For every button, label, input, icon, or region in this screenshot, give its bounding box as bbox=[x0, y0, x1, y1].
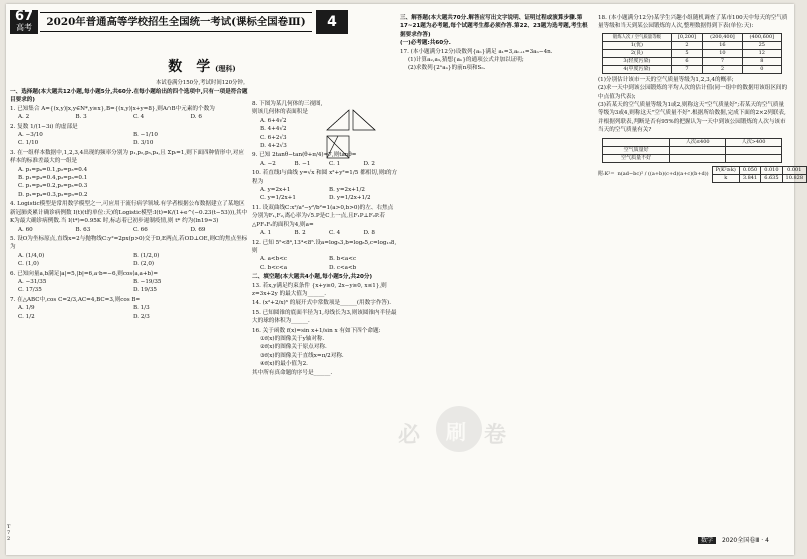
table-header-cell: 锻炼人次 / 空气质量等级 bbox=[603, 33, 672, 41]
table-header-row bbox=[603, 138, 782, 146]
question-stem: 6. 已知向量a,b满足|a|=5,|b|=6,a·b=−6,则cos⟨a,a+b⟩= bbox=[10, 270, 159, 277]
exam-sheet bbox=[6, 4, 804, 555]
question-4 bbox=[10, 200, 248, 234]
options bbox=[10, 113, 248, 121]
footer-tag: 数学 bbox=[698, 537, 716, 544]
section-3-title: 三、解答题(本大题共70分.解答应写出文字说明、证明过程或演算步骤.第17~21题为必考题,每个试题考生都必须作答.第22、23题为选考题,考生根据要求作答) bbox=[400, 15, 588, 38]
question-14: 14. (x²+2/x)⁶ 的展开式中常数项是______(用数字作答). bbox=[252, 300, 391, 307]
options bbox=[10, 304, 248, 312]
question-11 bbox=[252, 204, 398, 238]
watermark-text-right: 卷 bbox=[484, 422, 507, 448]
proposition-2: ②f(x)的图像关于原点对称. bbox=[260, 344, 327, 351]
table-cell: 4(中度污染) bbox=[603, 65, 672, 73]
proposition-1: ①f(x)的图像关于y轴对称. bbox=[260, 335, 325, 342]
table-cell: 空气质量不好 bbox=[603, 154, 670, 162]
option-d: D. 19/35 bbox=[133, 287, 157, 294]
formula-label: 附:K²= bbox=[598, 170, 615, 177]
table-header-cell: (400,600] bbox=[742, 33, 781, 41]
table-cell: 7 bbox=[703, 57, 742, 65]
question-part-2: (2)求一天中到该公园锻炼的平均人次的估计值(同一组中的数据用该组区间的中点值为代表); bbox=[598, 85, 788, 100]
table-row bbox=[603, 154, 782, 162]
footer-text: 2020全国卷Ⅲ · 4 bbox=[721, 537, 769, 544]
option-b: B. 2 bbox=[294, 230, 306, 237]
formula-row bbox=[598, 166, 804, 183]
question-part-1: (1)计算a₂,a₃,猜想{aₙ}的通项公式并加以证明; bbox=[408, 57, 524, 64]
table-cell: 2(良) bbox=[603, 49, 672, 57]
table-header-cell: 人次>400 bbox=[726, 138, 782, 146]
table-row bbox=[603, 146, 782, 154]
table-cell: 0.050 bbox=[739, 166, 760, 174]
question-stem: 16. 关于函数 f(x)=sin x+1/sin x 有如下四个命题: bbox=[252, 327, 381, 334]
option-b: B. 3 bbox=[75, 114, 87, 121]
table-cell: 10.828 bbox=[782, 174, 807, 182]
question-stem: 5. 设O为坐标原点,直线x=2与抛物线C:y²=2px(p>0)交于D,E两点,若OD⊥OE,则C的焦点坐标为 bbox=[10, 235, 248, 251]
option-c: C. b<c<a bbox=[260, 264, 288, 271]
three-view-figure bbox=[325, 108, 377, 160]
table-header-row bbox=[712, 166, 806, 174]
table-header-cell: 人次≤400 bbox=[670, 138, 726, 146]
options bbox=[252, 264, 398, 272]
option-d: D. p₁=p₄=0.3,p₂=p₃=0.2 bbox=[18, 191, 88, 198]
question-7 bbox=[10, 296, 248, 321]
option-d: D. 6 bbox=[190, 114, 202, 121]
option-d: D. 4+2√3 bbox=[260, 143, 287, 150]
table-cell bbox=[726, 154, 782, 162]
options bbox=[10, 286, 248, 294]
badge-subtitle: 高考 bbox=[16, 23, 32, 32]
table-cell: 6.635 bbox=[761, 174, 782, 182]
options bbox=[10, 313, 248, 321]
option-a: A. 6+4√2 bbox=[260, 117, 287, 124]
option-a: A. 1/9 bbox=[18, 305, 35, 312]
option-a: A. −31/35 bbox=[18, 278, 47, 285]
option-d: D. 8 bbox=[363, 230, 375, 237]
option-d: D. y=1/2x+1/2 bbox=[329, 195, 371, 202]
badge-number: 67 bbox=[14, 9, 34, 24]
option-a: A. −2 bbox=[260, 160, 276, 167]
option-a: A. 1 bbox=[260, 230, 272, 237]
option-c: C. p₁=p₄=0.2,p₂=p₃=0.3 bbox=[18, 183, 88, 190]
table-cell: 空气质量好 bbox=[603, 146, 670, 154]
option-b: B. −1/10 bbox=[133, 132, 158, 139]
options bbox=[10, 252, 248, 260]
question-stem: 2. 复数 1/(1−3i) 的虚部是 bbox=[10, 123, 78, 130]
table-row bbox=[603, 65, 782, 73]
table-cell: 10 bbox=[703, 49, 742, 57]
table-cell: 7 bbox=[671, 65, 702, 73]
option-b: B. 63 bbox=[75, 226, 91, 233]
table-row bbox=[603, 57, 782, 65]
option-a: A. y=2x+1 bbox=[260, 187, 291, 194]
options bbox=[10, 226, 248, 234]
paper-number: 4 bbox=[316, 10, 348, 34]
option-b: B. y=2x+1/2 bbox=[329, 187, 365, 194]
frequency-table bbox=[602, 33, 782, 74]
option-b: B. 4+4√2 bbox=[260, 126, 287, 133]
table-cell: 3.841 bbox=[739, 174, 760, 182]
side-marks: T 7 2 bbox=[7, 524, 11, 542]
question-part-3: (3)若某天的空气质量等级为1或2,则称这天"空气质量好";若某天的空气质量等级为3或4,则称这天"空气质量不好".根据所给数据,完成下面的2×2列联表,并根据列联表,判断是否有95%的把握认为一天中到该公园锻炼的人次与该市当天的空气质量有关? bbox=[598, 102, 786, 134]
option-c: C. 1/2 bbox=[18, 313, 35, 320]
option-c: C. 4 bbox=[329, 230, 341, 237]
options bbox=[10, 139, 248, 147]
table-row bbox=[603, 41, 782, 49]
option-d: D. 3/10 bbox=[133, 140, 154, 147]
option-a: A. (1/4,0) bbox=[18, 252, 45, 259]
option-d: D. 69 bbox=[190, 226, 206, 233]
option-b: B. −1 bbox=[294, 160, 311, 167]
question-10 bbox=[252, 169, 398, 203]
question-stem: 11. 设双曲线C:x²/a²−y²/b²=1(a>0,b>0)的左、右焦点分别为F₁,F₂,离心率为√5.P是C上一点,且F₁P⊥F₂P.若△PF₁F₂的面积为4,则a= bbox=[252, 204, 394, 228]
question-13: 13. 若x,y满足约束条件 {x+y≥0, 2x−y≥0, x≤1},则 z=3x+2y 的最大值为______. bbox=[252, 282, 387, 297]
question-12 bbox=[252, 239, 398, 273]
option-c: C. 1 bbox=[329, 160, 341, 167]
option-c: C. 6+2√3 bbox=[260, 134, 287, 141]
question-stem: 4. Logistic模型是常用数学模型之一,可应用于流行病学领域.有学者根据公布数据建立了某地区新冠肺炎累计确诊病例数 I(t)(t的单位:天)的Logistic模型:I(t)=K/(1+e^(−0.23(t−53))),其中K为最大确诊病例数.当 I(t*)=0.95K 时,标志着已初步遏制疫情,则 t* 约为(ln19≈3) bbox=[10, 201, 248, 225]
table-header-cell: (200,400] bbox=[703, 33, 742, 41]
option-b: B. p₁=p₄=0.4,p₂=p₃=0.1 bbox=[18, 175, 88, 182]
options bbox=[10, 260, 248, 268]
column-4 bbox=[598, 14, 804, 183]
table-cell: 3(轻度污染) bbox=[603, 57, 672, 65]
question-part-1: (1)分别估计该市一天的空气质量等级为1,2,3,4的概率; bbox=[598, 76, 734, 83]
option-b: B. −19/35 bbox=[133, 278, 162, 285]
option-d: D. 2/3 bbox=[133, 313, 150, 320]
table-cell: 2 bbox=[671, 41, 702, 49]
watermark-text-left: 必 bbox=[398, 422, 421, 448]
question-6 bbox=[10, 270, 248, 295]
table-cell: 8 bbox=[742, 57, 781, 65]
option-a: A. −3/10 bbox=[18, 132, 43, 139]
table-header-cell bbox=[603, 138, 670, 146]
option-a: A. p₁=p₄=0.1,p₂=p₃=0.4 bbox=[18, 166, 88, 173]
options bbox=[252, 255, 398, 263]
table-cell: 16 bbox=[703, 41, 742, 49]
question-18-stem: 18. (本小题满分12分)某学生兴趣小组随机调查了某市100天中每天的空气质量等级和当天到某公园锻炼的人次,整理数据得到下表(单位:天): bbox=[598, 15, 788, 30]
option-c: C. 17/35 bbox=[18, 287, 42, 294]
section-2-title: 二、填空题(本大题共4小题,每小题5分,共20分) bbox=[252, 274, 373, 281]
page-footer bbox=[698, 535, 769, 544]
proposition-4: ④f(x)的最小值为2. bbox=[260, 361, 308, 368]
table-cell: 0.010 bbox=[761, 166, 782, 174]
option-b: B. (1/2,0) bbox=[133, 252, 160, 259]
critical-value-table bbox=[712, 166, 807, 183]
question-stem: 9. 已知 2tanθ−tan(θ+π/4)=7,则tanθ= bbox=[252, 152, 357, 159]
question-stem: 7. 在△ABC中,cos C=2/3,AC=4,BC=3,则cos B= bbox=[10, 296, 141, 303]
table-cell: 25 bbox=[742, 41, 781, 49]
formula: n(ad−bc)² / ((a+b)(c+d)(a+c)(b+d)) bbox=[617, 170, 709, 177]
table-cell: 6 bbox=[671, 57, 702, 65]
table-row bbox=[712, 174, 806, 182]
subject-title bbox=[6, 56, 398, 76]
section-1-title: 一、选择题(本大题共12小题,每小题5分,共60分.在每小题给出的四个选项中,只有一项是符合题目要求的) bbox=[10, 89, 248, 104]
table-cell: P(K²≥k) bbox=[712, 166, 739, 174]
watermark bbox=[398, 400, 518, 460]
watermark-text-mid: 刷 bbox=[446, 420, 466, 444]
question-stem: 8. 下图为某几何体的三视图,则该几何体的表面积是 bbox=[252, 101, 323, 116]
table-row bbox=[603, 49, 782, 57]
question-17 bbox=[400, 48, 588, 73]
question-stem: 17. (本小题满分12分)设数列{aₙ}满足 a₁=3,aₙ₊₁=3aₙ−4n. bbox=[400, 48, 553, 55]
options bbox=[10, 278, 248, 286]
question-2 bbox=[10, 123, 248, 148]
subject-main: 数 学 bbox=[168, 59, 211, 75]
table-cell: 1(优) bbox=[603, 41, 672, 49]
subject-sub: (理科) bbox=[215, 64, 236, 73]
option-a: A. a<b<c bbox=[260, 256, 288, 263]
option-c: C. y=1/2x+1 bbox=[260, 195, 296, 202]
option-b: B. 1/3 bbox=[133, 305, 150, 312]
options bbox=[252, 229, 398, 237]
option-d: D. (2,0) bbox=[133, 261, 155, 268]
option-c: C. 1/10 bbox=[18, 140, 39, 147]
option-b: B. b<a<c bbox=[329, 256, 357, 263]
option-a: A. 2 bbox=[18, 114, 30, 121]
question-stem: 10. 若直线l与曲线 y=√x 和圆 x²+y²=1/5 都相切,则l的方程为 bbox=[252, 170, 398, 185]
paper-header bbox=[10, 10, 348, 34]
table-cell bbox=[670, 154, 726, 162]
question-5 bbox=[10, 235, 248, 269]
question-1 bbox=[10, 105, 248, 122]
contingency-table bbox=[602, 138, 782, 163]
options bbox=[252, 186, 398, 194]
table-cell: 0.001 bbox=[782, 166, 807, 174]
options bbox=[10, 131, 248, 139]
table-cell bbox=[726, 146, 782, 154]
question-tail: 其中所有真命题的序号是______. bbox=[252, 369, 333, 376]
question-3 bbox=[10, 149, 248, 199]
option-c: C. 66 bbox=[133, 226, 148, 233]
proposition-3: ③f(x)的图像关于直线x=π/2对称. bbox=[260, 352, 344, 359]
exam-note: 本试卷满分150分,考试时间120分钟。 bbox=[155, 80, 249, 86]
question-stem: 1. 已知集合 A={(x,y)|x,y∈N*,y≥x},B={(x,y)|x+y=8},则A∩B中元素的个数为 bbox=[10, 105, 215, 112]
table-cell bbox=[670, 146, 726, 154]
table-cell: 2 bbox=[703, 65, 742, 73]
table-cell: k bbox=[712, 174, 739, 182]
question-16 bbox=[252, 327, 398, 377]
option-a: A. 60 bbox=[18, 226, 33, 233]
column-3 bbox=[400, 14, 588, 74]
table-header-cell: [0,200] bbox=[671, 33, 702, 41]
paper-title: 2020年普通高等学校招生全国统一考试(课标全国卷Ⅲ) bbox=[40, 12, 312, 32]
question-part-2: (2)求数列{2ⁿaₙ}的前n项和Sₙ. bbox=[408, 65, 486, 72]
column-1 bbox=[10, 88, 248, 322]
option-d: D. 2 bbox=[363, 160, 375, 167]
options bbox=[252, 194, 398, 202]
option-c: C. 4 bbox=[133, 114, 145, 121]
table-header-row bbox=[603, 33, 782, 41]
option-c: C. (1,0) bbox=[18, 261, 39, 268]
options bbox=[252, 160, 398, 168]
question-stem: 3. 在一组样本数据中,1,2,3,4出现的频率分别为 p₁,p₂,p₃,p₄,且 Σpᵢ=1,则下面四种情形中,对应样本的标准差最大的一组是 bbox=[10, 149, 244, 165]
brand-badge bbox=[10, 10, 38, 34]
question-stem: 12. 已知 5⁵<8⁴,13⁴<8⁵.设a=log₅3,b=log₈5,c=log₁₃8,则 bbox=[252, 239, 397, 254]
option-d: D. c<a<b bbox=[329, 264, 357, 271]
question-8 bbox=[252, 100, 324, 150]
table-cell: 12 bbox=[742, 49, 781, 57]
question-15: 15. 已知圆锥的底面半径为1,母线长为3,则该圆锥内半径最大的球的体积为______. bbox=[252, 309, 397, 325]
table-cell: 0 bbox=[742, 65, 781, 73]
table-cell: 5 bbox=[671, 49, 702, 57]
section-3-sub: (一)必考题:共60分. bbox=[400, 40, 451, 47]
